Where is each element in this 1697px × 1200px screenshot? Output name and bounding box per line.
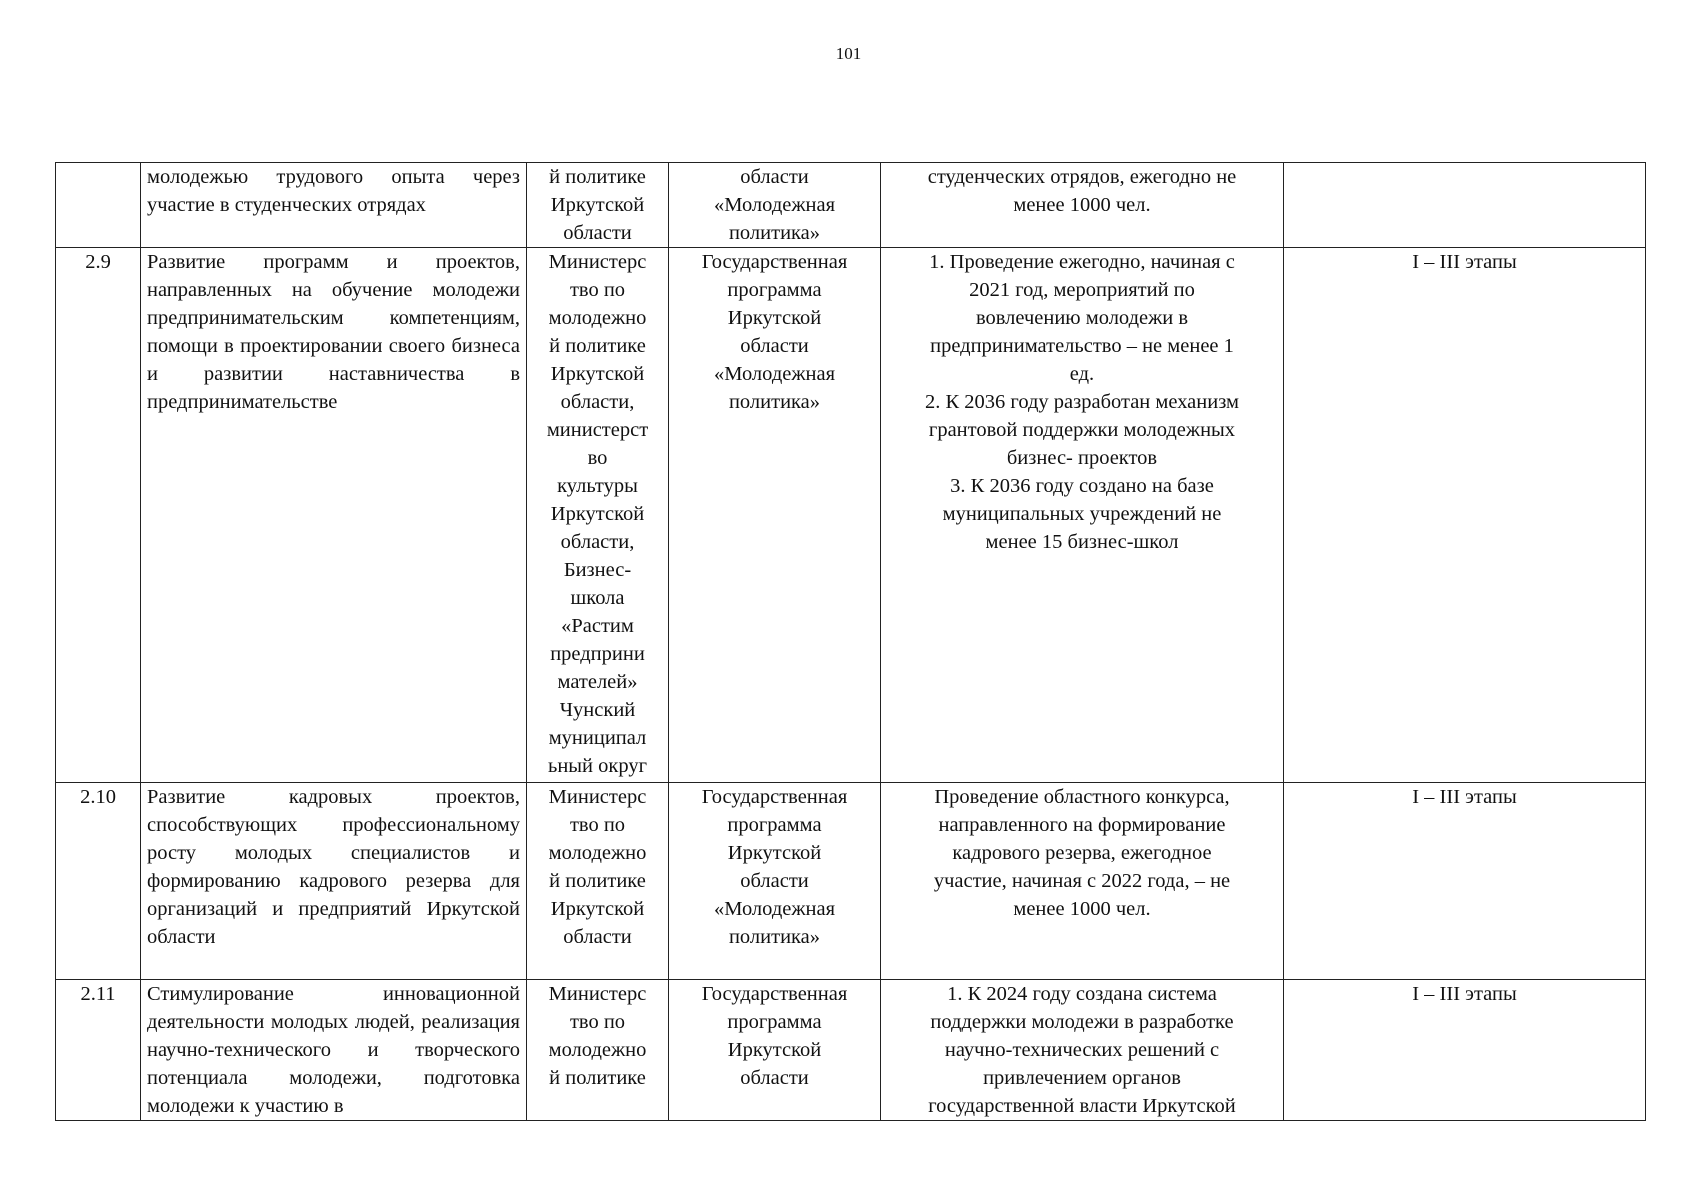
responsible-org-cell-line: й политике [549,870,646,892]
responsible-org-cell-line: школа [570,587,625,609]
program-cell-line: Государственная [701,786,848,808]
program-cell-line: области [740,870,809,892]
expected-result-cell-line: предпринимательство – не менее 1 [930,335,1234,357]
expected-result-cell-line: 2021 год, мероприятий по [969,279,1195,301]
responsible-org-cell [527,163,669,248]
responsible-org-cell-line: молодежно [548,1039,647,1061]
responsible-org-cell-line: тво по [569,1011,626,1033]
expected-result-cell-line: бизнес- проектов [1006,447,1158,469]
responsible-org-cell-line: предприни [550,643,645,665]
responsible-org-cell-line: Чунский [559,699,636,721]
expected-result-cell-line: 3. К 2036 году создано на базе [950,475,1214,497]
program-cell-line: программа [727,279,822,301]
program-cell-line: политика» [728,926,821,948]
expected-result-cell-line: Проведение областного конкурса, [934,786,1230,808]
program-cell-line: Иркутской [727,842,822,864]
responsible-org-cell [527,783,669,980]
page-number: 101 [835,44,862,63]
program-cell-line: Государственная [701,251,848,273]
program-cell-line: области [740,335,809,357]
table-row [56,248,1646,783]
responsible-org-cell [527,248,669,783]
measure-name-cell: Развитие программ и проектов, направленных на обучение молодежи предпринимательским компетенциям, помощи в проектировании своего бизнеса и развитии наставничества в предпринимательстве [141,248,527,783]
program-cell-line: «Молодежная [713,363,836,385]
expected-result-cell [881,783,1284,980]
stage-cell: I – III этапы [1284,980,1646,1121]
responsible-org-cell-line: тво по [569,814,626,836]
expected-result-cell-line: участие, начиная с 2022 года, – не [933,870,1231,892]
responsible-org-cell-line: области [563,926,632,948]
expected-result-cell-line: менее 1000 чел. [1013,898,1151,920]
program-cell-line: программа [727,1011,822,1033]
program-cell-line: Государственная [701,983,848,1005]
program-cell-line: области [740,1067,809,1089]
expected-result-cell-line: направленного на формирование [938,814,1226,836]
responsible-org-cell-line: Министерс [548,983,647,1005]
responsible-org-cell-line: й политике [549,1067,646,1089]
table-row [56,783,1646,980]
responsible-org-cell-line: ьный округ [547,755,648,777]
responsible-org-cell-line: Бизнес- [563,559,632,581]
responsible-org-cell-line: культуры [557,475,638,497]
responsible-org-cell [527,980,669,1121]
responsible-org-cell-line: Иркутской [550,194,645,216]
program-cell-line: Иркутской [727,1039,822,1061]
program-cell [669,248,881,783]
program-cell [669,783,881,980]
program-cell-line: «Молодежная [713,194,836,216]
item-number-cell [56,163,141,248]
responsible-org-cell-line: муниципал [548,727,647,749]
responsible-org-cell-line: области [563,222,632,244]
program-cell-line: области [740,166,809,188]
stage-cell [1284,163,1646,248]
responsible-org-cell-line: тво по [569,279,626,301]
responsible-org-cell-line: министерст [546,419,649,441]
responsible-org-cell-line: Иркутской [550,503,645,525]
expected-result-cell-line: 1. К 2024 году создана система [947,983,1217,1005]
expected-result-cell [881,163,1284,248]
responsible-org-cell-line: молодежно [548,842,647,864]
expected-result-cell-line: вовлечению молодежи в [975,307,1189,329]
responsible-org-cell-line: й политике [549,166,646,188]
item-number-cell: 2.10 [56,783,141,980]
program-cell-line: Иркутской [727,307,822,329]
responsible-org-cell-line: Министерс [548,251,647,273]
program-cell [669,163,881,248]
measure-name-cell: молодежью трудового опыта через участие в студенческих отрядах [141,163,527,248]
measure-name-cell: Развитие кадровых проектов, способствующих профессиональному росту молодых специалистов и формированию кадрового резерва для организаций и предприятий Иркутской области [141,783,527,980]
measure-name-cell: Стимулирование инновационной деятельности молодых людей, реализация научно-технического и творческого потенциала молодежи, подготовка молодежи к участию в [141,980,527,1121]
responsible-org-cell-line: й политике [549,335,646,357]
responsible-org-cell-line: молодежно [548,307,647,329]
expected-result-cell-line: студенческих отрядов, ежегодно не [927,166,1237,188]
expected-result-cell-line: муниципальных учреждений не [942,503,1222,525]
expected-result-cell [881,248,1284,783]
measures-table [55,162,1646,1121]
program-cell [669,980,881,1121]
expected-result-cell-line: ед. [1069,363,1095,385]
responsible-org-cell-line: мателей» [557,671,638,693]
expected-result-cell-line: грантовой поддержки молодежных [928,419,1236,441]
expected-result-cell-line: менее 15 бизнес-школ [985,531,1179,553]
responsible-org-cell-line: Министерс [548,786,647,808]
expected-result-cell-line: привлечением органов [983,1067,1181,1089]
expected-result-cell-line: поддержки молодежи в разработке [930,1011,1234,1033]
table-row [56,163,1646,248]
table-body [56,163,1646,1121]
responsible-org-cell-line: Иркутской [550,363,645,385]
expected-result-cell-line: 1. Проведение ежегодно, начиная с [929,251,1235,273]
program-cell-line: программа [727,814,822,836]
program-cell-line: политика» [728,222,821,244]
item-number-cell: 2.9 [56,248,141,783]
expected-result-cell-line: кадрового резерва, ежегодное [952,842,1212,864]
expected-result-cell [881,980,1284,1121]
responsible-org-cell-line: области, [560,391,635,413]
responsible-org-cell-line: области, [560,531,635,553]
responsible-org-cell-line: Иркутской [550,898,645,920]
responsible-org-cell-line: «Растим [561,615,634,637]
expected-result-cell-line: 2. К 2036 году разработан механизм [925,391,1239,413]
stage-cell: I – III этапы [1284,783,1646,980]
responsible-org-cell-line: во [587,447,608,469]
stage-cell: I – III этапы [1284,248,1646,783]
program-cell-line: политика» [728,391,821,413]
expected-result-cell-line: менее 1000 чел. [1013,194,1151,216]
table-row [56,980,1646,1121]
item-number-cell: 2.11 [56,980,141,1121]
expected-result-cell-line: научно-технических решений с [944,1039,1220,1061]
program-cell-line: «Молодежная [713,898,836,920]
expected-result-cell-line: государственной власти Иркутской [928,1095,1236,1117]
